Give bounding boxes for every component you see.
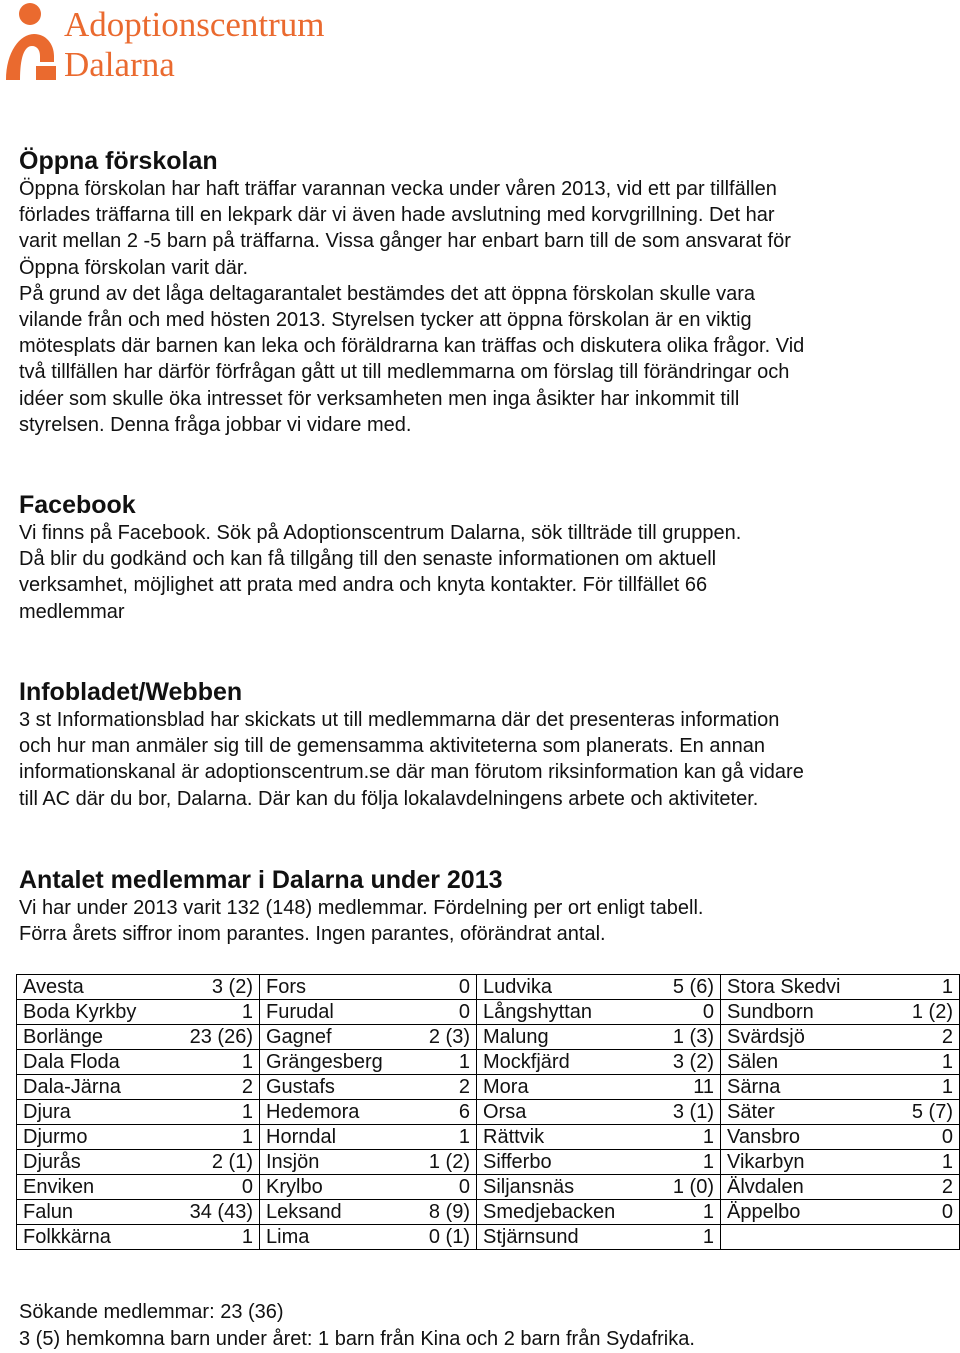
member-count: 1 (241, 1051, 253, 1073)
paragraph-line: två tillfällen har därför förfrågan gått ut till medlemmarna om förslag till förändringar och (19, 361, 790, 384)
paragraph-line: 3 st Informationsblad har skickats ut till medlemmarna där det presenteras information (19, 709, 780, 731)
table-cell (17, 1150, 260, 1175)
table-cell (260, 1000, 477, 1025)
member-count: 8 (9) (428, 1201, 470, 1223)
footer-line: 3 (5) hemkomna barn under året: 1 barn från Kina och 2 barn från Sydafrika. (19, 1328, 695, 1350)
member-count: 1 (702, 1151, 714, 1173)
member-count: 11 (693, 1076, 714, 1098)
place-name: Leksand (266, 1201, 342, 1223)
place-name: Dala Floda (23, 1051, 120, 1073)
paragraph-line: Vi har under 2013 varit 132 (148) medlemmar. Fördelning per ort enligt tabell. (19, 897, 704, 919)
section-heading: Öppna förskolan (19, 147, 218, 175)
member-count: 2 (941, 1176, 953, 1198)
member-count: 23 (26) (189, 1026, 253, 1048)
table-row (17, 1100, 960, 1125)
place-name: Stora Skedvi (727, 976, 841, 998)
paragraph-line: vilande från och med hösten 2013. Styrelsen tycker att öppna förskolan är en viktig (19, 309, 752, 332)
paragraph-line: till AC där du bor, Dalarna. Där kan du följa lokalavdelningens arbete och aktiviteter. (19, 787, 759, 810)
table-cell (477, 1000, 721, 1025)
place-name: Sälen (727, 1051, 779, 1073)
place-name: Mora (483, 1076, 529, 1098)
table-cell (721, 1000, 960, 1025)
place-name: Furudal (266, 1001, 334, 1023)
place-name: Äppelbo (727, 1201, 801, 1223)
member-count: 1 (241, 1001, 253, 1023)
section-heading: Infobladet/Webben (19, 678, 243, 706)
table-cell (721, 1100, 960, 1125)
section-facebook (19, 490, 944, 625)
table-row (17, 975, 960, 1000)
section-oppna-forskolan (19, 146, 944, 438)
place-name: Orsa (483, 1101, 527, 1123)
member-count: 1 (2) (911, 1001, 953, 1023)
member-count: 2 (941, 1026, 953, 1048)
place-name: Sifferbo (483, 1151, 552, 1173)
member-count: 1 (941, 976, 953, 998)
paragraph-line: varit mellan 2 -5 barn på träffarna. Vissa gånger har enbart barn till de som ansvarat för (19, 230, 791, 253)
table-cell (721, 1050, 960, 1075)
place-name: Hedemora (266, 1101, 360, 1123)
member-count: 1 (3) (672, 1026, 714, 1048)
logo-mark-icon (0, 0, 60, 84)
member-count: 0 (1) (428, 1226, 470, 1248)
place-name: Lima (266, 1226, 310, 1248)
table-row (17, 1225, 960, 1250)
logo (0, 0, 380, 84)
place-name: Smedjebacken (483, 1201, 616, 1223)
paragraph-line: idéer som skulle öka intresset för verksamheten men inga åsikter har inkommit till (19, 387, 740, 410)
member-count: 2 (3) (428, 1026, 470, 1048)
table-row (17, 1175, 960, 1200)
place-name: Boda Kyrkby (23, 1001, 137, 1023)
table-cell (477, 1075, 721, 1100)
member-count: 3 (1) (672, 1101, 714, 1123)
place-name: Svärdsjö (727, 1026, 805, 1048)
member-count: 2 (241, 1076, 253, 1098)
place-name: Borlänge (23, 1026, 104, 1048)
table-cell (260, 1225, 477, 1250)
place-name: Mockfjärd (483, 1051, 570, 1073)
place-name: Djurmo (23, 1126, 88, 1148)
table-cell (17, 1050, 260, 1075)
table-cell (260, 1025, 477, 1050)
table-row (17, 1075, 960, 1100)
place-name: Vansbro (727, 1126, 801, 1148)
place-name: Dala-Järna (23, 1076, 121, 1098)
place-name: Insjön (266, 1151, 320, 1173)
place-name: Rättvik (483, 1126, 545, 1148)
table-row (17, 1025, 960, 1050)
member-count: 3 (2) (211, 976, 253, 998)
logo-text-line1: Adoptionscentrum (64, 5, 325, 44)
table-cell (17, 1075, 260, 1100)
member-count: 0 (241, 1176, 253, 1198)
member-count: 34 (43) (189, 1201, 253, 1223)
paragraph-line: Vi finns på Facebook. Sök på Adoptionscentrum Dalarna, sök tillträde till gruppen. (19, 522, 742, 544)
table-cell (721, 1150, 960, 1175)
table-cell (477, 1025, 721, 1050)
table-row (17, 1200, 960, 1225)
table-cell (721, 1175, 960, 1200)
footer-line: Sökande medlemmar: 23 (36) (19, 1301, 284, 1323)
table-cell (17, 1225, 260, 1250)
paragraph-line: informationskanal är adoptionscentrum.se där man förutom riksinformation kan gå vidare (19, 761, 804, 784)
table-cell (721, 1025, 960, 1050)
member-count: 2 (458, 1076, 470, 1098)
member-count: 1 (702, 1201, 714, 1223)
place-name: Vikarbyn (727, 1151, 805, 1173)
table-cell (721, 1125, 960, 1150)
members-table-body (17, 975, 960, 1250)
place-name: Horndal (266, 1126, 337, 1148)
section-infobladet-webben (19, 677, 944, 812)
table-cell (721, 1200, 960, 1225)
place-name: Särna (727, 1076, 781, 1098)
member-count: 6 (458, 1101, 470, 1123)
place-name: Långshyttan (483, 1001, 592, 1023)
member-count: 1 (941, 1151, 953, 1173)
table-cell (17, 1100, 260, 1125)
member-count: 1 (241, 1126, 253, 1148)
member-count: 0 (458, 1001, 470, 1023)
table-cell (721, 1075, 960, 1100)
place-name: Falun (23, 1201, 74, 1223)
member-count: 0 (702, 1001, 714, 1023)
place-name: Folkkärna (23, 1226, 111, 1248)
member-count: 2 (1) (211, 1151, 253, 1173)
table-cell (260, 1200, 477, 1225)
member-count: 1 (702, 1126, 714, 1148)
table-cell (477, 975, 721, 1000)
table-cell (477, 1175, 721, 1200)
member-count: 1 (458, 1126, 470, 1148)
member-count: 1 (458, 1051, 470, 1073)
paragraph-line: mötesplats där barnen kan leka och föräldrarna kan träffas och diskutera olika frågor. Vid (19, 335, 805, 358)
table-cell (477, 1150, 721, 1175)
footer-notes (19, 1299, 944, 1353)
table-cell (17, 975, 260, 1000)
logo-text-line2: Dalarna (64, 45, 175, 84)
member-count: 0 (941, 1201, 953, 1223)
member-count: 1 (241, 1101, 253, 1123)
place-name: Älvdalen (727, 1176, 804, 1198)
table-row (17, 1150, 960, 1175)
member-count: 1 (241, 1226, 253, 1248)
table-cell (260, 1125, 477, 1150)
place-name: Enviken (23, 1176, 95, 1198)
paragraph-line: verksamhet, möjlighet att prata med andra och knyta kontakter. För tillfället 66 (19, 574, 708, 597)
paragraph-line: förlades träffarna till en lekpark där vi även hade avslutning med korvgrillning. Det har (19, 204, 775, 227)
paragraph-line: styrelsen. Denna fråga jobbar vi vidare med. (19, 413, 412, 436)
member-count: 0 (458, 1176, 470, 1198)
table-cell (721, 975, 960, 1000)
member-count: 5 (6) (672, 976, 714, 998)
table-cell (477, 1225, 721, 1250)
table-cell (260, 1050, 477, 1075)
paragraph-line: och hur man anmäler sig till de gemensamma aktiviteterna som planerats. En annan (19, 735, 765, 758)
member-count: 1 (941, 1076, 953, 1098)
section-heading: Facebook (19, 491, 136, 519)
section-heading: Antalet medlemmar i Dalarna under 2013 (19, 866, 503, 894)
place-name: Sundborn (727, 1001, 814, 1023)
table-cell (17, 1125, 260, 1150)
table-cell (260, 1075, 477, 1100)
table-cell (17, 1200, 260, 1225)
paragraph-line: Förra årets siffror inom parantes. Ingen parantes, oförändrat antal. (19, 923, 606, 946)
member-count: 0 (941, 1126, 953, 1148)
table-cell (477, 1050, 721, 1075)
table-row (17, 1050, 960, 1075)
place-name: Grängesberg (266, 1051, 383, 1073)
table-row (17, 1000, 960, 1025)
members-table (16, 974, 960, 1250)
paragraph-line: Öppna förskolan har haft träffar varannan vecka under våren 2013, vid ett par tillfällen (19, 178, 777, 200)
table-cell (260, 975, 477, 1000)
table-cell (477, 1100, 721, 1125)
paragraph-line: medlemmar (19, 600, 125, 623)
table-cell (260, 1100, 477, 1125)
place-name: Malung (483, 1026, 549, 1048)
place-name: Gustafs (266, 1076, 335, 1098)
place-name: Avesta (23, 976, 84, 998)
table-cell (260, 1150, 477, 1175)
member-count: 5 (7) (911, 1101, 953, 1123)
member-count: 3 (2) (672, 1051, 714, 1073)
table-cell (477, 1125, 721, 1150)
table-cell (477, 1200, 721, 1225)
table-cell (17, 1025, 260, 1050)
member-count: 0 (458, 976, 470, 998)
table-row (17, 1125, 960, 1150)
member-count: 1 (702, 1226, 714, 1248)
place-name: Krylbo (266, 1176, 323, 1198)
place-name: Djura (23, 1101, 71, 1123)
paragraph-line: Då blir du godkänd och kan få tillgång till den senaste informationen om aktuell (19, 548, 717, 571)
member-count: 1 (941, 1051, 953, 1073)
place-name: Ludvika (483, 976, 552, 998)
place-name: Fors (266, 976, 306, 998)
section-antalet-medlemmar (19, 865, 944, 947)
table-cell (17, 1175, 260, 1200)
member-count: 1 (2) (428, 1151, 470, 1173)
table-cell (17, 1000, 260, 1025)
table-cell (721, 1225, 960, 1250)
paragraph-line: Öppna förskolan varit där. (19, 256, 249, 279)
place-name: Djurås (23, 1151, 81, 1173)
paragraph-line: På grund av det låga deltagarantalet bestämdes det att öppna förskolan skulle vara (19, 282, 756, 305)
place-name: Säter (727, 1101, 775, 1123)
place-name: Siljansnäs (483, 1176, 575, 1198)
table-cell (260, 1175, 477, 1200)
member-count: 1 (0) (672, 1176, 714, 1198)
place-name: Stjärnsund (483, 1226, 579, 1248)
place-name: Gagnef (266, 1026, 332, 1048)
